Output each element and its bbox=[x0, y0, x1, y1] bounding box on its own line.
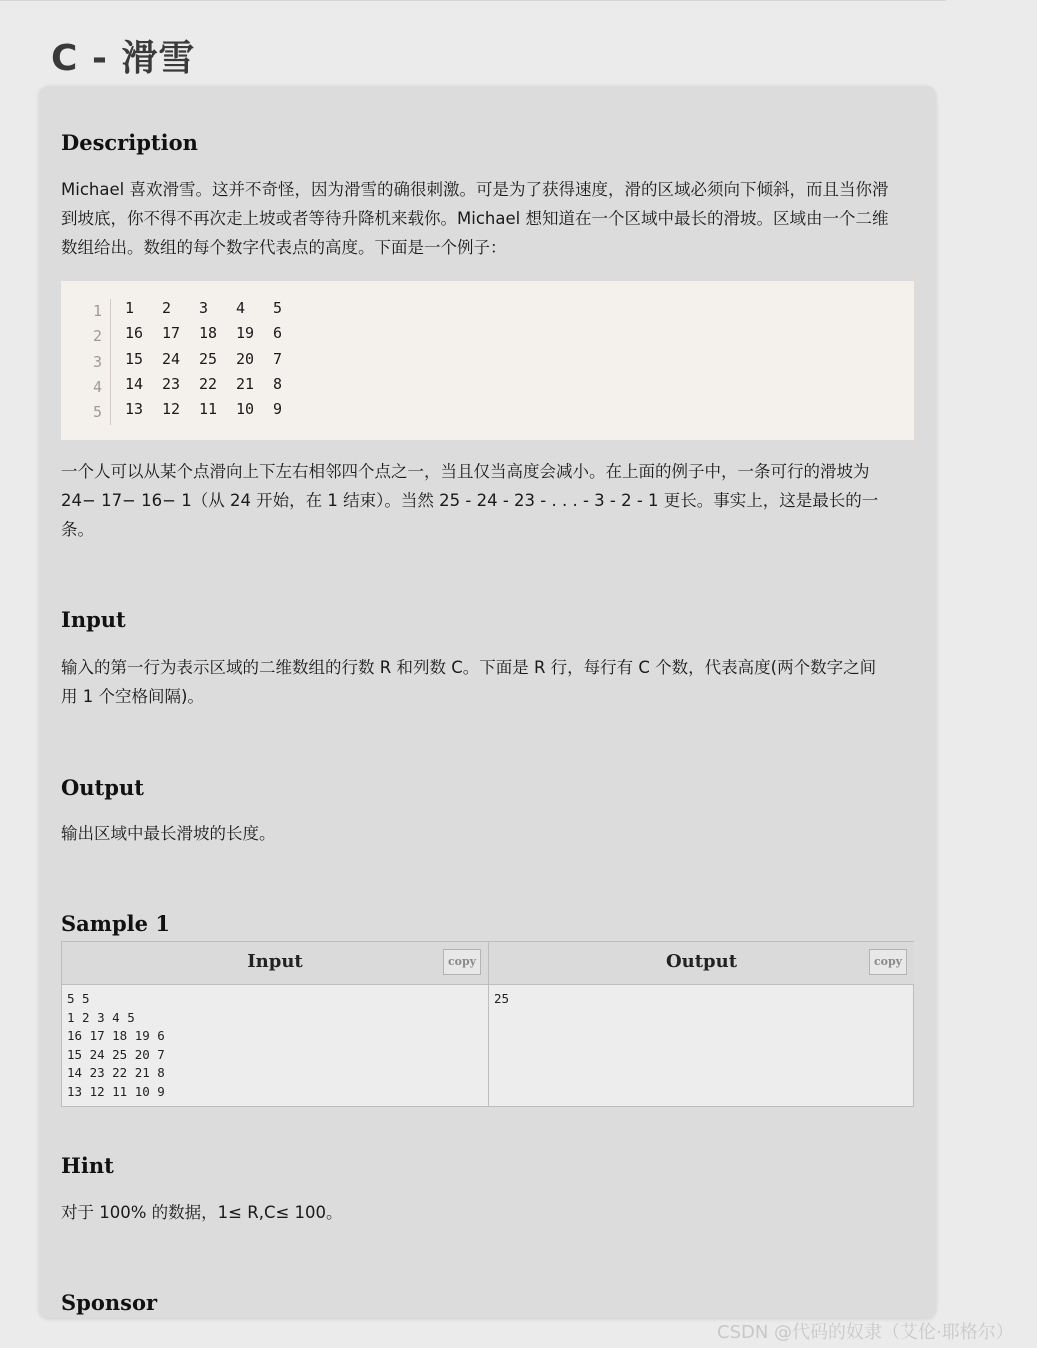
sample-input-text: 5 5 1 2 3 4 5 16 17 18 19 6 15 24 25 20 7 14 23 22 21 8 13 12 11 10 9 bbox=[67, 991, 165, 1099]
top-divider bbox=[0, 0, 946, 1]
output-heading: Output bbox=[61, 775, 144, 800]
code-rows bbox=[125, 296, 310, 422]
line-number: 5 bbox=[92, 403, 103, 422]
sample-output-label: Output bbox=[665, 951, 738, 972]
line-number: 1 bbox=[92, 302, 103, 320]
description-para2-line3: 条。 bbox=[61, 520, 94, 539]
code-row bbox=[125, 397, 310, 422]
description-para1-line3: 数组给出。数组的每个数字代表点的高度。下面是一个例子： bbox=[61, 238, 507, 257]
line-number: 2 bbox=[92, 327, 103, 346]
line-number: 4 bbox=[92, 377, 103, 396]
code-cell: 22 bbox=[199, 374, 218, 393]
code-cell: 3 bbox=[199, 299, 209, 317]
sample-output-text: 25 bbox=[494, 991, 510, 1006]
csdn-watermark: CSDN @代码的奴隶（艾伦·耶格尔） bbox=[717, 1322, 1014, 1343]
description-heading: Description bbox=[61, 130, 198, 155]
input-heading: Input bbox=[61, 607, 126, 632]
code-cell: 23 bbox=[162, 374, 181, 393]
sample-input-label: Input bbox=[247, 951, 303, 972]
copy-output-button[interactable]: copy bbox=[869, 949, 907, 975]
code-cell: 13 bbox=[125, 400, 144, 419]
code-cell: 24 bbox=[162, 349, 181, 368]
hint-line1: 对于 100% 的数据，1≤ R,C≤ 100。 bbox=[61, 1203, 343, 1222]
sponsor-heading: Sponsor bbox=[61, 1290, 158, 1315]
sample-heading: Sample 1 bbox=[61, 911, 170, 936]
problem-title: C - 滑雪 bbox=[51, 38, 196, 79]
code-cell: 11 bbox=[199, 400, 218, 419]
code-cell: 9 bbox=[273, 400, 283, 419]
code-cell: 16 bbox=[125, 324, 144, 343]
description-para2-line2: 24− 17− 16− 1（从 24 开始，在 1 结束）。当然 25 - 24 - 23 - . . . - 3 - 2 - 1 更长。事实上，这是最长的一 bbox=[61, 491, 879, 510]
code-cell: 21 bbox=[236, 374, 255, 393]
code-cell: 18 bbox=[199, 324, 218, 343]
code-cell: 6 bbox=[273, 324, 283, 343]
sample-output-header bbox=[489, 942, 914, 985]
code-row bbox=[125, 321, 310, 346]
description-para1-line2: 到坡底，你不得不再次走上坡或者等待升降机来载你。Michael 想知道在一个区域中最长的滑坡。区域由一个二维 bbox=[61, 209, 889, 228]
code-cell: 25 bbox=[199, 349, 218, 368]
sample-input-header bbox=[62, 942, 488, 985]
code-row bbox=[125, 296, 310, 321]
code-cell: 20 bbox=[236, 349, 255, 368]
code-cell: 14 bbox=[125, 374, 144, 393]
output-line1: 输出区域中最长滑坡的长度。 bbox=[61, 824, 276, 843]
code-cell: 2 bbox=[162, 299, 172, 317]
sample-input-column bbox=[62, 942, 488, 1106]
code-cell: 19 bbox=[236, 324, 255, 343]
code-cell: 1 bbox=[125, 299, 135, 317]
code-row bbox=[125, 347, 310, 372]
description-para2-line1: 一个人可以从某个点滑向上下左右相邻四个点之一，当且仅当高度会减小。在上面的例子中，一条可行的滑坡为 bbox=[61, 462, 870, 481]
hint-heading: Hint bbox=[61, 1153, 114, 1178]
code-line-numbers bbox=[88, 299, 111, 425]
copy-input-button[interactable]: copy bbox=[443, 949, 481, 975]
code-row bbox=[125, 372, 310, 397]
code-cell: 17 bbox=[162, 324, 181, 343]
code-cell: 7 bbox=[273, 349, 283, 368]
code-cell: 15 bbox=[125, 349, 144, 368]
input-line1: 输入的第一行为表示区域的二维数组的行数 R 和列数 C。下面是 R 行，每行有 C 个数，代表高度(两个数字之间 bbox=[61, 658, 877, 677]
code-cell: 12 bbox=[162, 400, 181, 419]
input-line2: 用 1 个空格间隔)。 bbox=[61, 687, 204, 706]
problem-panel bbox=[39, 86, 936, 1318]
code-cell: 5 bbox=[273, 299, 283, 317]
code-cell: 8 bbox=[273, 374, 283, 393]
line-number: 3 bbox=[92, 352, 103, 371]
sample-output-column bbox=[488, 942, 914, 1106]
code-cell: 4 bbox=[236, 299, 246, 317]
code-block bbox=[61, 281, 914, 440]
sample-table bbox=[61, 941, 914, 1107]
description-para1-line1: Michael 喜欢滑雪。这并不奇怪，因为滑雪的确很刺激。可是为了获得速度，滑的区域必须向下倾斜，而且当你滑 bbox=[61, 180, 889, 199]
code-cell: 10 bbox=[236, 400, 255, 419]
